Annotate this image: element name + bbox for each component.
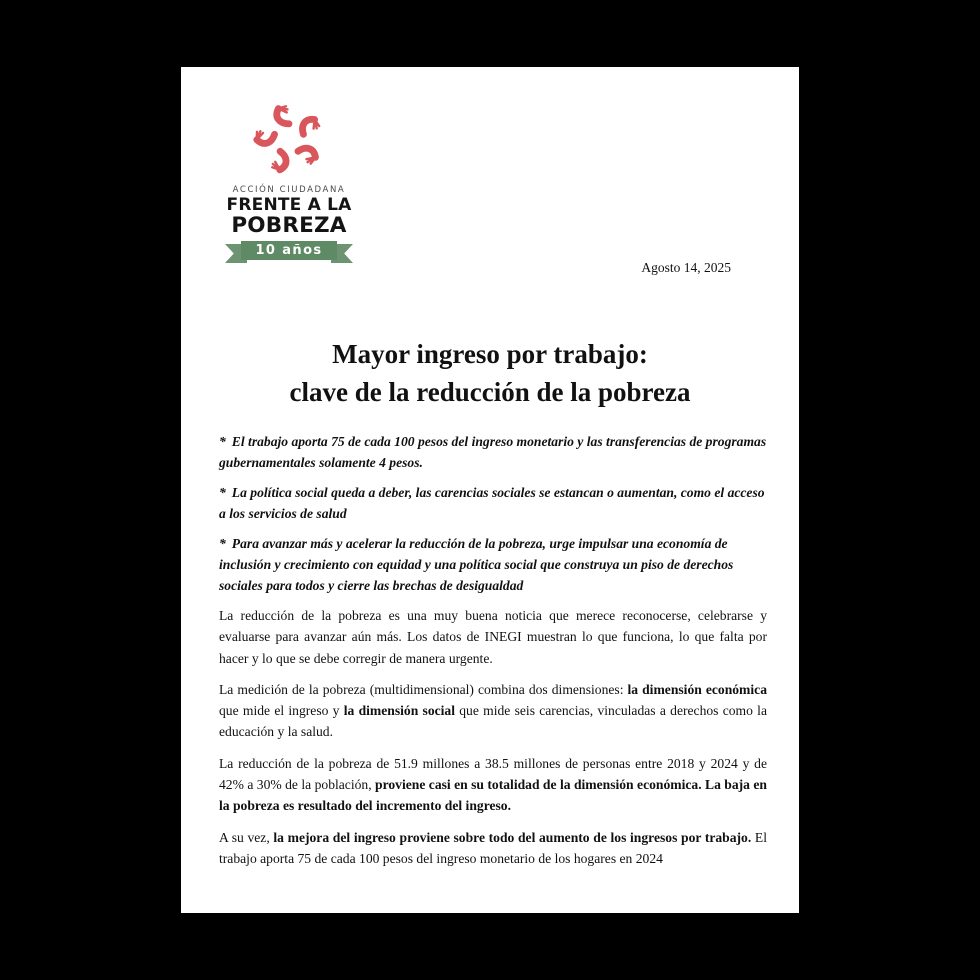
title-line-1: Mayor ingreso por trabajo:	[332, 339, 648, 369]
paragraph-text: El trabajo aporta 75 de cada 100 pesos del ingreso monetario de los hogares en 2024	[219, 829, 767, 866]
body-paragraph	[219, 827, 767, 870]
paragraph-emphasis: la dimensión social	[343, 703, 455, 719]
paragraph-text: La reducción de la pobreza de 51.9 millones a 38.5 millones de personas entre 2018 y 2024 y de 42% a 30% de la población,	[219, 755, 767, 793]
highlight-bullet	[219, 431, 767, 473]
body-paragraph	[219, 605, 767, 669]
organization-logo	[223, 101, 355, 263]
logo-title-line2: POBREZA	[231, 213, 347, 238]
paragraph-text: que mide seis carencias, vinculadas a derechos como la educación y la salud.	[219, 703, 767, 740]
paragraph-emphasis: la dimensión económica	[627, 681, 767, 697]
body-paragraph	[219, 679, 767, 743]
paragraph-emphasis: la mejora del ingreso proviene sobre todo del aumento de los ingresos por trabajo.	[273, 829, 752, 845]
bullet-text: La política social queda a deber, las carencias sociales se estancan o aumentan, como el acceso a los servicios de salud	[219, 485, 765, 521]
logo-title-line1: FRENTE A LA	[226, 195, 352, 215]
paragraph-text: La reducción de la pobreza es una muy buena noticia que merece reconocerse, celebrarse y evaluarse para avanzar aún más. Los datos de INEGI muestran lo que funciona, lo que falta por hacer y lo que se debe corregir de manera urgente.	[219, 608, 767, 666]
document-title	[181, 335, 799, 411]
body-paragraph	[219, 753, 767, 817]
paragraph-text: La medición de la pobreza (multidimensional) combina dos dimensiones:	[219, 681, 628, 697]
bullet-marker: *	[219, 485, 226, 500]
paragraph-emphasis: proviene casi en su totalidad de la dimensión económica. La baja en la pobreza es resultado del incremento del ingreso.	[219, 777, 767, 814]
highlight-bullet	[219, 533, 767, 596]
document-body	[219, 431, 767, 879]
document-date: Agosto 14, 2025	[641, 260, 731, 275]
paragraph-text: que mide el ingreso y	[219, 703, 344, 719]
hands-circle-logo-icon	[251, 101, 327, 177]
bullet-text: El trabajo aporta 75 de cada 100 pesos del ingreso monetario y las transferencias de programas gubernamentales solamente 4 pesos.	[219, 434, 767, 470]
paragraph-text: A su vez,	[219, 829, 274, 845]
document-page	[181, 67, 799, 913]
bullet-marker: *	[219, 434, 226, 449]
bullet-text: Para avanzar más y acelerar la reducción de la pobreza, urge impulsar una economía de inclusión y crecimiento con equidad y una política social que construya un piso de derechos sociales para todos y cierre las brechas de desigualdad	[219, 536, 734, 593]
highlight-bullet	[219, 482, 767, 524]
ribbon-label: 10 años	[241, 241, 337, 260]
title-line-2: clave de la reducción de la pobreza	[289, 377, 691, 407]
logo-subtitle: ACCIÓN CIUDADANA	[232, 185, 346, 195]
bullet-marker: *	[219, 536, 226, 551]
anniversary-ribbon	[225, 241, 353, 263]
